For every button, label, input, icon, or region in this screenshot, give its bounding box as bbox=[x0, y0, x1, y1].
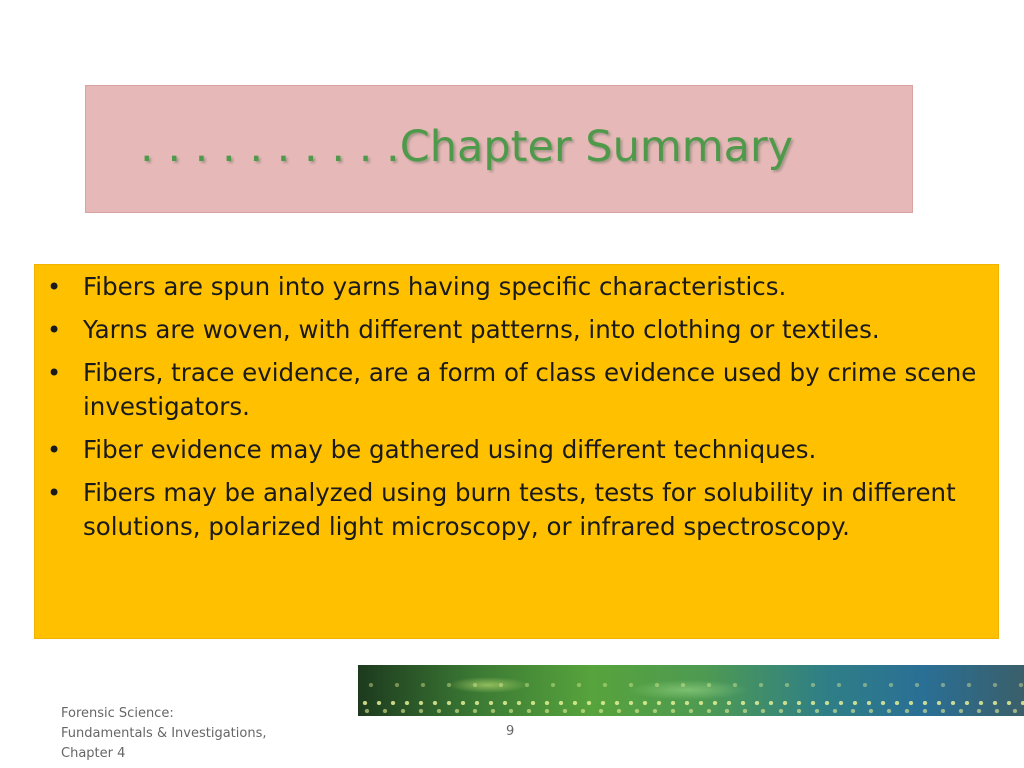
bullet-icon: • bbox=[47, 479, 62, 507]
bullet-list bbox=[45, 270, 995, 553]
footer-line: Fundamentals & Investigations, bbox=[61, 726, 267, 741]
bullet-item bbox=[45, 270, 995, 304]
bullet-item bbox=[45, 476, 995, 544]
bullet-icon: • bbox=[47, 359, 62, 387]
slide-title: . . . . . . . . . .Chapter Summary bbox=[140, 122, 794, 172]
bullet-icon: • bbox=[47, 273, 62, 301]
footer-image-dots bbox=[358, 683, 1024, 687]
footer-citation bbox=[61, 704, 267, 764]
footer-decorative-image bbox=[358, 665, 1024, 716]
bullet-item bbox=[45, 356, 995, 424]
bullet-text: Fiber evidence may be gathered using different techniques. bbox=[83, 435, 817, 464]
footer-image-dots bbox=[358, 709, 1024, 713]
bullet-icon: • bbox=[47, 436, 62, 464]
bullet-item bbox=[45, 313, 995, 347]
page-number: 9 bbox=[506, 724, 515, 739]
footer-image-dots bbox=[358, 701, 1024, 705]
bullet-text: Fibers may be analyzed using burn tests, tests for solubility in different solutions, polarized light microscopy, or infrared spectroscopy. bbox=[83, 478, 956, 541]
content-box bbox=[34, 264, 999, 639]
footer-line: Forensic Science: bbox=[61, 706, 174, 721]
bullet-text: Fibers, trace evidence, are a form of class evidence used by crime scene investigators. bbox=[83, 358, 977, 421]
bullet-item bbox=[45, 433, 995, 467]
footer-line: Chapter 4 bbox=[61, 746, 126, 761]
bullet-text: Fibers are spun into yarns having specific characteristics. bbox=[83, 272, 787, 301]
bullet-icon: • bbox=[47, 316, 62, 344]
bullet-text: Yarns are woven, with different patterns, into clothing or textiles. bbox=[83, 315, 880, 344]
